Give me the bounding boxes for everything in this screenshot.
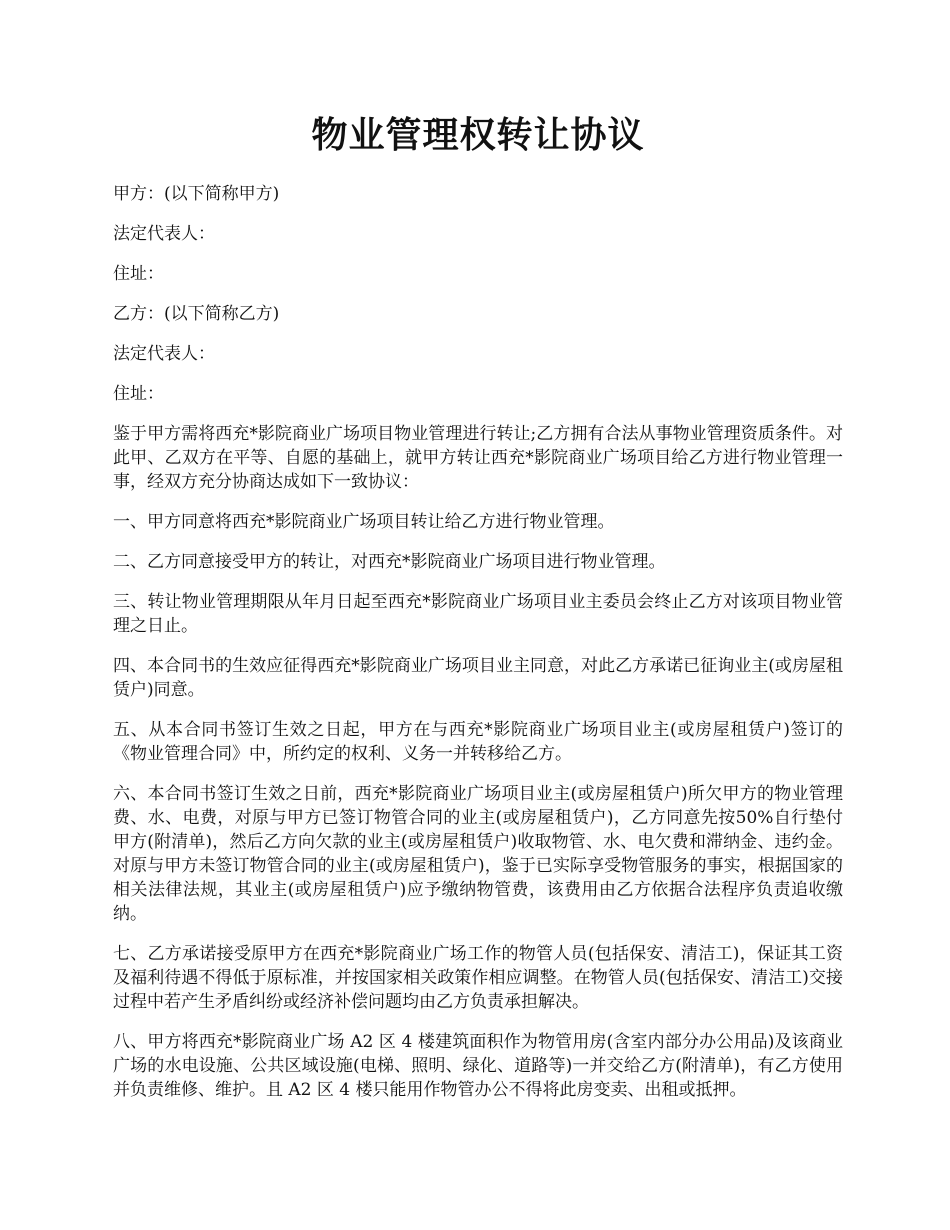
party-b-representative: 法定代表人：	[113, 344, 215, 364]
party-b-line: 乙方：(以下简称乙方)	[113, 304, 280, 324]
party-b-address: 住址：	[113, 384, 164, 404]
clause-4: 四、本合同书的生效应征得西充*影院商业广场项目业主同意，对此乙方承诺已征询业主(或房屋租赁户)同意。	[113, 656, 843, 700]
party-a-line: 甲方：(以下简称甲方)	[113, 184, 280, 204]
clause-1: 一、甲方同意将西充*影院商业广场项目转让给乙方进行物业管理。	[113, 512, 615, 532]
clause-6: 六、本合同书签订生效之日前，西充*影院商业广场项目业主(或房屋租赁户)所欠甲方的物业管理费、水、电费，对原与甲方已签订物管合同的业主(或房屋租赁户)，乙方同意先按50%自行垫付甲方(附清单)，然后乙方向欠款的业主(或房屋租赁户)收取物管、水、电欠费和滞纳金、违约金。对原与甲方未签订物管合同的业主(或房屋租赁户)，鉴于已实际享受物管服务的事实，根据国家的相关法律法规，其业主(或房屋租赁户)应予缴纳物管费，该费用由乙方依据合法程序负责追收缴纳。	[113, 784, 843, 924]
clause-7: 七、乙方承诺接受原甲方在西充*影院商业广场工作的物管人员(包括保安、清洁工)，保证其工资及福利待遇不得低于原标准，并按国家相关政策作相应调整。在物管人员(包括保安、清洁工)交接过程中若产生矛盾纠纷或经济补偿问题均由乙方负责承担解决。	[113, 944, 843, 1012]
clause-3: 三、转让物业管理期限从年月日起至西充*影院商业广场项目业主委员会终止乙方对该项目物业管理之日止。	[113, 592, 843, 636]
party-a-address: 住址：	[113, 264, 164, 284]
document-title: 物业管理权转让协议	[311, 114, 645, 156]
document-page	[113, 108, 843, 1118]
clause-8: 八、甲方将西充*影院商业广场 A2 区 4 楼建筑面积作为物管用房(含室内部分办公用品)及该商业广场的水电设施、公共区域设施(电梯、照明、绿化、道路等)一并交给乙方(附清单)，有乙方使用并负责维修、维护。且 A2 区 4 楼只能用作物管办公不得将此房变卖、出租或抵押。	[113, 1032, 843, 1100]
clause-2: 二、乙方同意接受甲方的转让，对西充*影院商业广场项目进行物业管理。	[113, 552, 666, 572]
party-a-representative: 法定代表人：	[113, 224, 215, 244]
preamble-paragraph: 鉴于甲方需将西充*影院商业广场项目物业管理进行转让;乙方拥有合法从事物业管理资质条件。对此甲、乙双方在平等、自愿的基础上，就甲方转让西充*影院商业广场项目给乙方进行物业管理一事，经双方充分协商达成如下一致协议：	[113, 424, 843, 492]
clause-5: 五、从本合同书签订生效之日起，甲方在与西充*影院商业广场项目业主(或房屋租赁户)签订的《物业管理合同》中，所约定的权利、义务一并转移给乙方。	[113, 720, 843, 764]
